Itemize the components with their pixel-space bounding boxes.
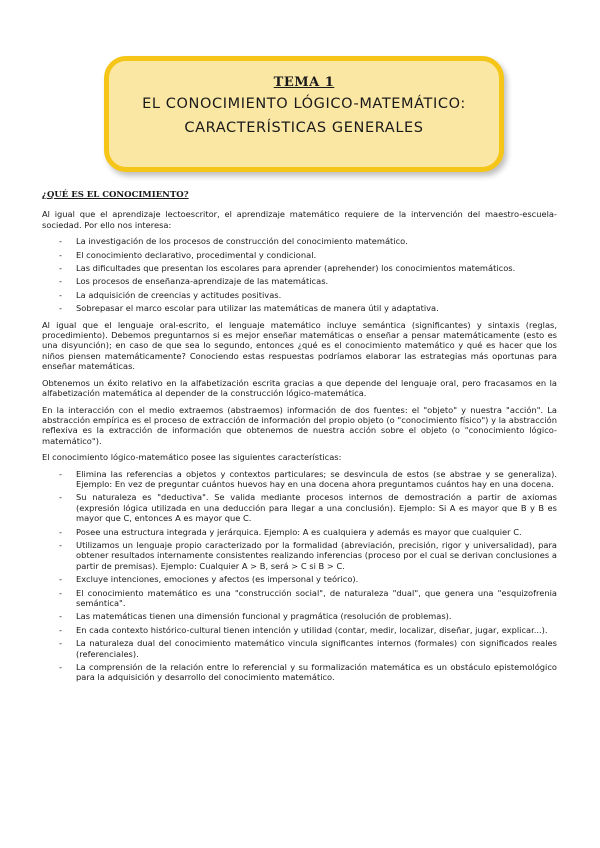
list-item: - Utilizamos un lenguaje propio caracterizado por la formalidad (abreviación, precisión, rigor y universalidad), para obtener resultados internamente consistentes realizando inferencias (proceso por el cual se derivan conclusiones a partir de premisas). Ejemplo: Cualquier A > B, será > C si B > C. <box>59 539 557 571</box>
interest-list <box>42 236 557 313</box>
section-heading: ¿QUÉ ES EL CONOCIMIENTO? <box>42 190 189 200</box>
list-item: - La comprensión de la relación entre lo referencial y su formalización matemática es un obstáculo epistemológico para la adquisición y desarrollo del conocimiento matemático. <box>59 662 557 683</box>
list-item: - Sobrepasar el marco escolar para utilizar las matemáticas de manera útil y adaptativa. <box>59 303 439 314</box>
list-item: - En cada contexto histórico-cultural tienen intención y utilidad (contar, medir, localizar, diseñar, jugar, explicar...). <box>59 624 548 635</box>
list-item: - El conocimiento declarativo, procedimental y condicional. <box>59 249 317 260</box>
document-body <box>42 190 557 689</box>
list-item: - El conocimiento matemático es una "construcción social", de naturaleza "dual", que genera una "esquizofrenia semántica". <box>59 587 557 608</box>
list-item: - Elimina las referencias a objetos y contextos particulares; se desvincula de estos (se abstrae y se generaliza). Ejemplo: En vez de preguntar cuántos huevos hay en una docena ahora preguntamos cuántos hay en una docena. <box>59 468 557 489</box>
paragraph-language: Al igual que el lenguaje oral-escrito, el lenguaje matemático incluye semántica (significantes) y sintaxis (reglas, procedimiento). Debemos preguntarnos si es mejor enseñar matemáticas o enseñar a pensar matemáticamente (esto es una disyunción); en caso de que sea lo segundo, entonces ¿qué es el conocimiento matemático y qué es hacer que los niños piensen matemáticamente? Conociendo estas respuestas podríamos elaborar las estrategias más oportunas para enseñar matemáticas. <box>42 319 557 372</box>
list-item: - Los procesos de enseñanza-aprendizaje de las matemáticas. <box>59 276 329 287</box>
title-box <box>104 56 504 172</box>
topic-title-line-2: CARACTERÍSTICAS GENERALES <box>184 120 424 136</box>
list-item: - Su naturaleza es "deductiva". Se valida mediante procesos internos de demostración a partir de axiomas (expresión lógica utilizada en una deducción para llegar a una conclusión). Ejemplo: Si A es mayor que B y B es mayor que C, entonces A es mayor que C. <box>59 492 557 524</box>
paragraph-literacy: Obtenemos un éxito relativo en la alfabetización escrita gracias a que depende del lenguaje oral, pero fracasamos en la alfabetización matemática al depender de la construcción lógico-matemática. <box>42 377 557 399</box>
paragraph-abstraction: En la interacción con el medio extraemos (abstraemos) información de dos fuentes: el "objeto" y nuestra "acción". La abstracción empírica es el proceso de extracción de información del propio objeto (o "conocimiento físico") y la abstracción reflexiva es la extracción de información que obtenemos de nuestra acción sobre el objeto (o "conocimiento lógico-matemático"). <box>42 404 557 446</box>
list-item: - Las dificultades que presentan los escolares para aprender (aprehender) los conocimientos matemáticos. <box>59 263 516 274</box>
intro-paragraph: Al igual que el aprendizaje lectoescritor, el aprendizaje matemático requiere de la intervención del maestro-escuela-sociedad. Por ello nos interesa: <box>42 209 557 230</box>
list-item: - La adquisición de creencias y actitudes positivas. <box>59 289 282 300</box>
topic-number: TEMA 1 <box>273 75 335 90</box>
topic-title-line-1: EL CONOCIMIENTO LÓGICO-MATEMÁTICO: <box>142 96 466 112</box>
list-item: - La investigación de los procesos de construcción del conocimiento matemático. <box>59 236 408 247</box>
list-item: - Las matemáticas tienen una dimensión funcional y pragmática (resolución de problemas). <box>59 611 452 622</box>
list-item: - La naturaleza dual del conocimiento matemático vincula significantes internos (formales) con significados reales (referenciales). <box>59 638 557 659</box>
characteristics-list <box>42 469 557 683</box>
list-item: - Excluye intenciones, emociones y afectos (es impersonal y teórico). <box>59 574 359 585</box>
paragraph-characteristics-intro: El conocimiento lógico-matemático posee las siguientes características: <box>42 452 342 463</box>
list-item: - Posee una estructura integrada y jerárquica. Ejemplo: A es cualquiera y además es mayor que cualquier C. <box>59 526 522 537</box>
